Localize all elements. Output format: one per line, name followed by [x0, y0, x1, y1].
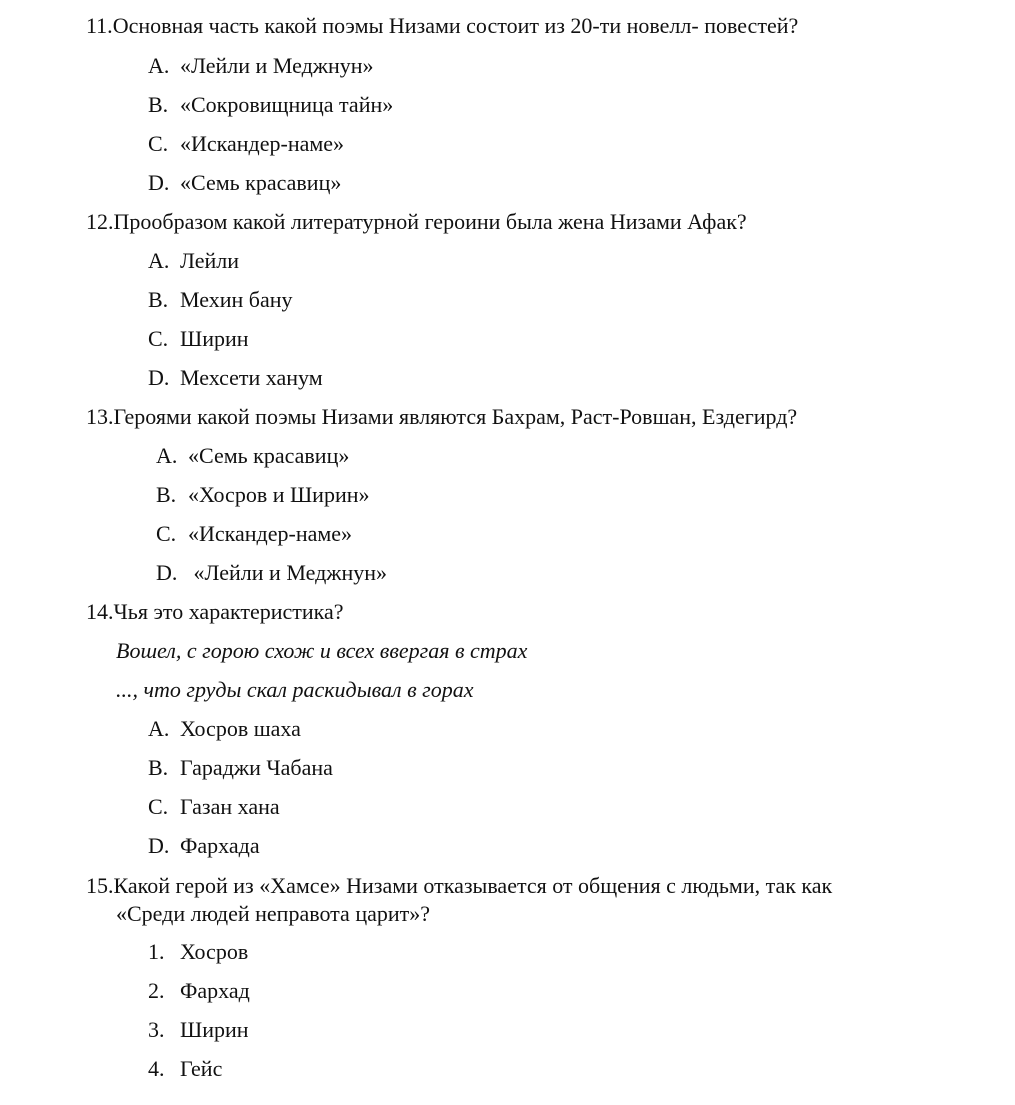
option-text: «Лейли и Меджнун»	[188, 560, 388, 585]
option-letter: D.	[148, 365, 170, 390]
option-11-d	[148, 170, 341, 196]
option-14-b	[148, 755, 333, 781]
question-text: Прообразом какой литературной героини была жена Низами Афак?	[113, 209, 747, 234]
option-letter: 1.	[148, 939, 165, 964]
question-number: 14.	[86, 599, 114, 624]
question-13	[86, 404, 797, 430]
question-number: 15.	[86, 873, 114, 898]
option-text: «Сокровищница тайн»	[180, 92, 394, 117]
option-letter: A.	[156, 443, 178, 468]
option-text: Фархада	[180, 833, 260, 858]
option-text: Газан хана	[180, 794, 280, 819]
option-letter: B.	[148, 287, 169, 312]
option-letter: C.	[148, 131, 169, 156]
option-text: «Хосров и Ширин»	[188, 482, 370, 507]
option-14-a	[148, 716, 301, 742]
question-14	[86, 599, 344, 625]
option-text: Гейс	[180, 1056, 223, 1081]
option-11-b	[148, 92, 393, 118]
option-13-c	[156, 521, 352, 547]
option-text: Ширин	[180, 326, 249, 351]
option-text: «Семь красавиц»	[180, 170, 342, 195]
option-text: «Лейли и Меджнун»	[180, 53, 374, 78]
option-15-3	[148, 1017, 249, 1043]
option-text: Лейли	[180, 248, 240, 273]
option-13-a	[156, 443, 349, 469]
option-letter: D.	[156, 560, 178, 585]
quote-line-2: ..., что груды скал раскидывал в горах	[116, 677, 474, 702]
option-14-d	[148, 833, 260, 859]
question-15-continuation: «Среди людей неправота царит»?	[116, 901, 431, 926]
option-letter: D.	[148, 170, 170, 195]
option-text: Гараджи Чабана	[180, 755, 333, 780]
question-text: Основная часть какой поэмы Низами состоит из 20-ти новелл- повестей?	[112, 13, 799, 38]
question-text: Какой герой из «Хамсе» Низами отказывается от общения с людьми, так как	[113, 873, 833, 898]
option-text: Хосров	[180, 939, 249, 964]
option-letter: 2.	[148, 978, 165, 1003]
option-text: «Семь красавиц»	[188, 443, 350, 468]
option-letter: B.	[148, 755, 169, 780]
option-letter: B.	[156, 482, 177, 507]
option-11-c	[148, 131, 344, 157]
option-text: «Искандер-наме»	[180, 131, 345, 156]
option-text: Мехсети ханум	[180, 365, 323, 390]
option-text: «Искандер-наме»	[188, 521, 353, 546]
option-12-b	[148, 287, 293, 313]
option-12-c	[148, 326, 249, 352]
quote-line-1: Вошел, с горою схож и всех ввергая в страх	[116, 638, 528, 663]
option-13-d	[156, 560, 387, 586]
question-number: 13.	[86, 404, 114, 429]
option-letter: A.	[148, 716, 170, 741]
option-text: Мехин бану	[180, 287, 293, 312]
option-letter: C.	[156, 521, 177, 546]
option-15-2	[148, 978, 250, 1004]
question-12	[86, 209, 747, 235]
option-11-a	[148, 53, 374, 79]
question-number: 12.	[86, 209, 114, 234]
question-text: Героями какой поэмы Низами являются Бахрам, Раст-Ровшан, Ездегирд?	[113, 404, 798, 429]
option-letter: A.	[148, 248, 170, 273]
option-letter: 3.	[148, 1017, 165, 1042]
option-15-4	[148, 1056, 222, 1082]
option-letter: C.	[148, 794, 169, 819]
option-text: Хосров шаха	[180, 716, 301, 741]
option-12-a	[148, 248, 239, 274]
option-12-d	[148, 365, 323, 391]
question-15	[86, 873, 832, 899]
option-letter: D.	[148, 833, 170, 858]
question-text: Чья это характеристика?	[113, 599, 344, 624]
option-text: Ширин	[180, 1017, 249, 1042]
option-13-b	[156, 482, 370, 508]
question-number: 11.	[86, 13, 113, 38]
option-letter: 4.	[148, 1056, 165, 1081]
option-letter: A.	[148, 53, 170, 78]
option-letter: C.	[148, 326, 169, 351]
option-14-c	[148, 794, 280, 820]
option-letter: B.	[148, 92, 169, 117]
option-15-1	[148, 939, 248, 965]
option-text: Фархад	[180, 978, 250, 1003]
question-11	[86, 13, 798, 39]
